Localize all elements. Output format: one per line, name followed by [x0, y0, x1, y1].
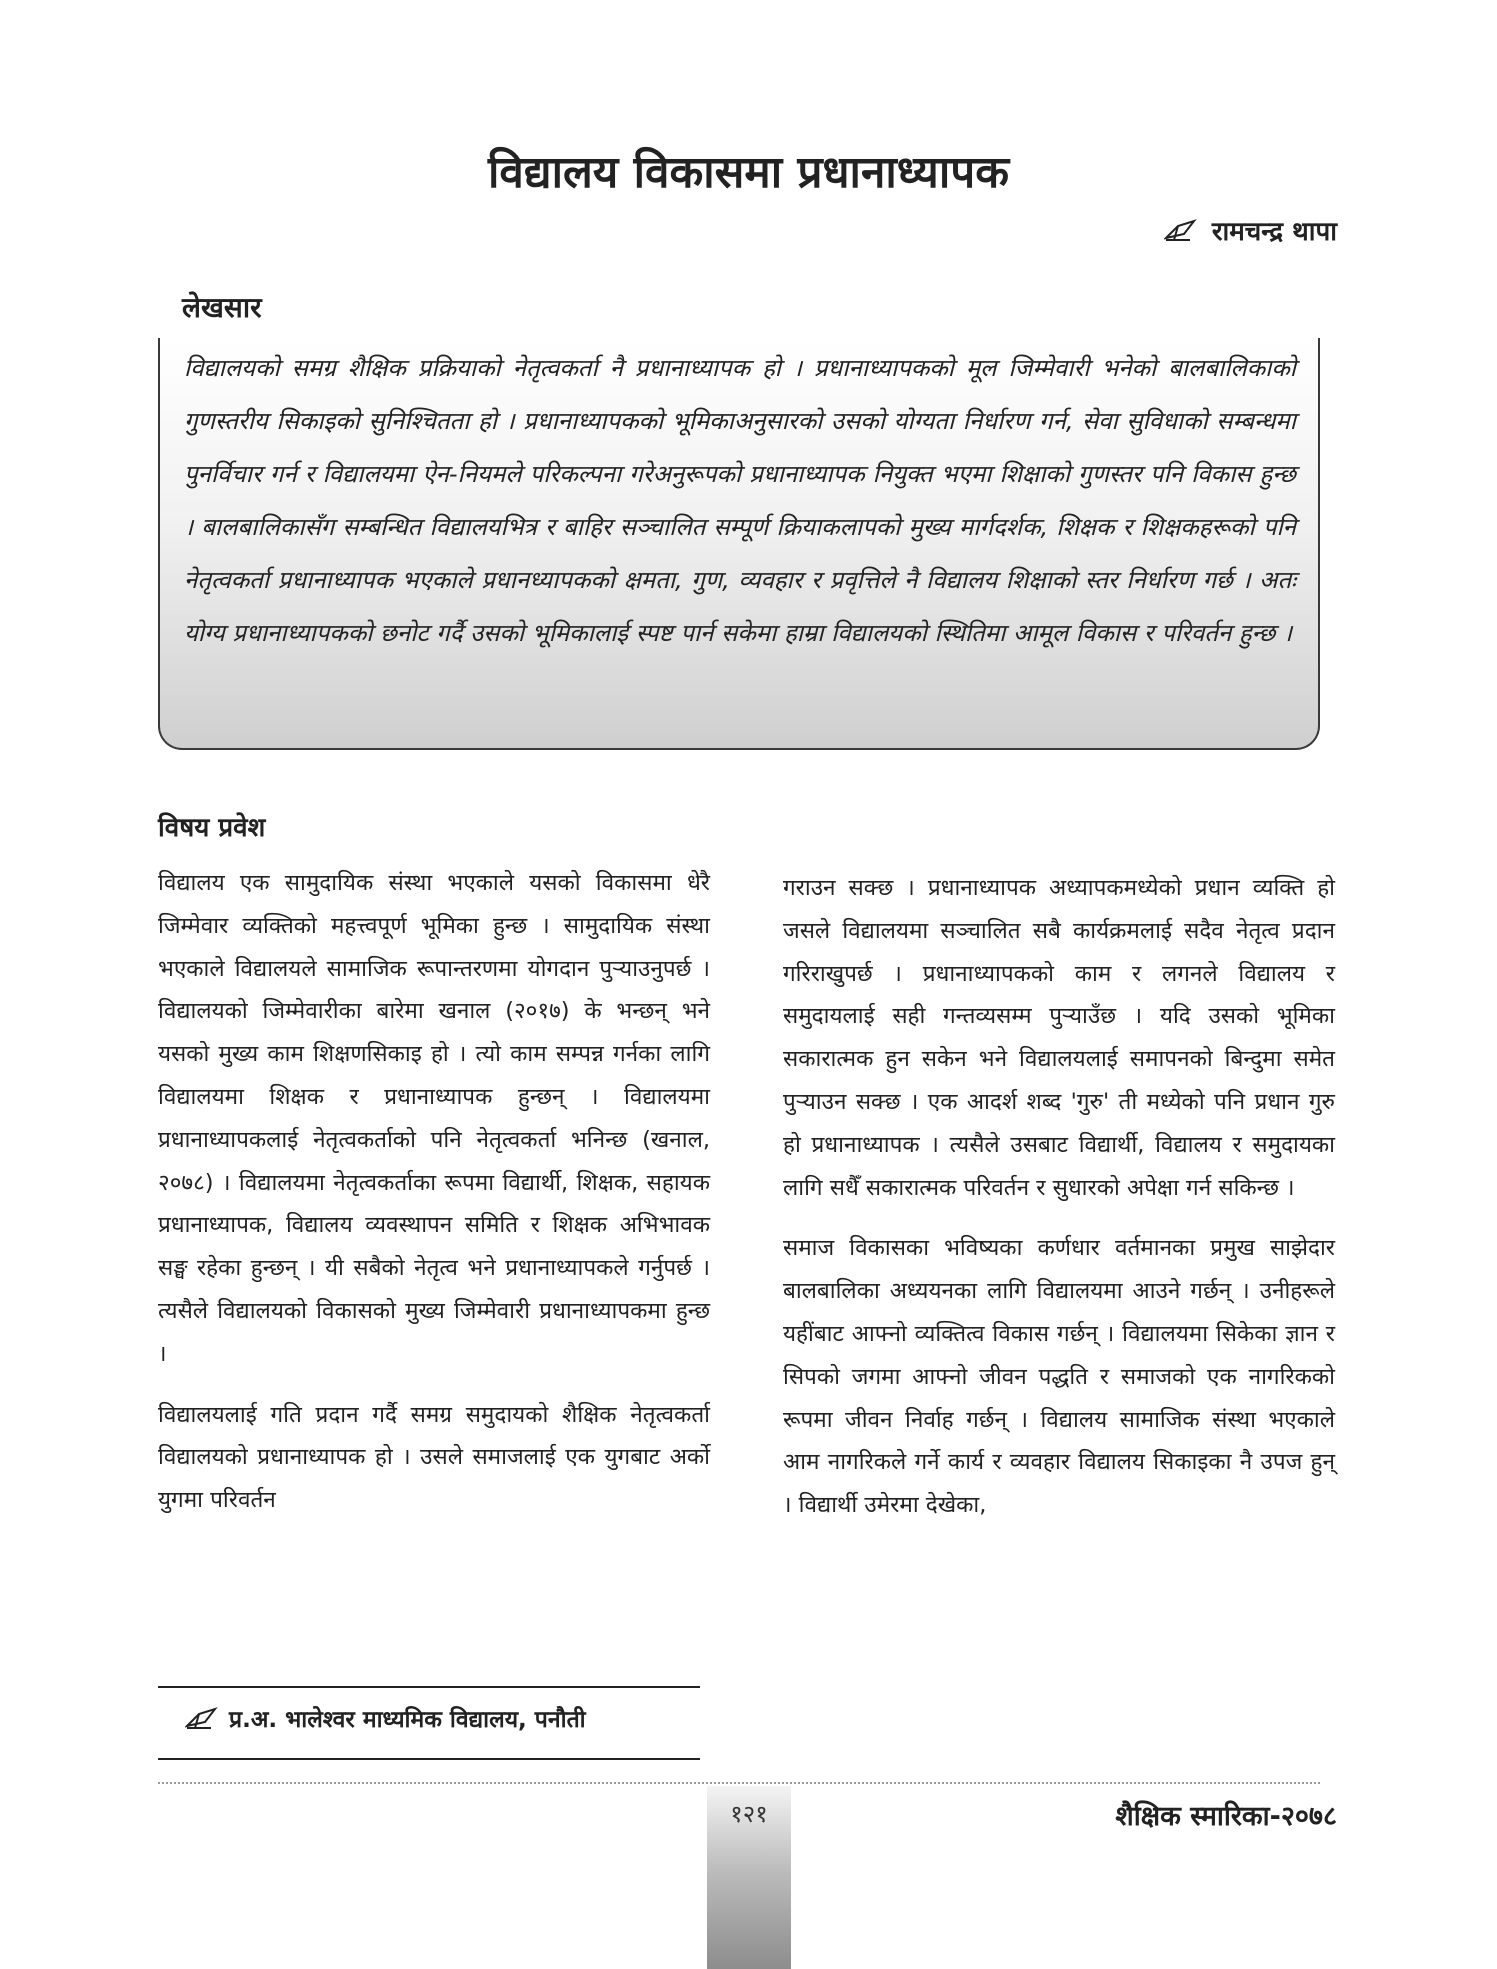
abstract-text: विद्यालयको समग्र शैक्षिक प्रक्रियाको नेतृत्वकर्ता नै प्रधानाध्यापक हो । प्रधानाध्यापकको मूल जिम्मेवारी भनेको बालबालिकाको गुणस्तरीय सिकाइको सुनिश्चितता हो । प्रधानाध्यापकको भूमिकाअनुसारको उसको योग्यता निर्धारण गर्न, सेवा सुविधाको सम्बन्धमा पुनर्विचार गर्न र विद्यालयमा ऐन-नियमले परिकल्पना गरेअनुरूपको प्रधानाध्यापक नियुक्त भएमा शिक्षाको गुणस्तर पनि विकास हुन्छ । बालबालिकासँग सम्बन्धित विद्यालयभित्र र बाहिर सञ्चालित सम्पूर्ण क्रियाकलापको मुख्य मार्गदर्शक, शिक्षक र शिक्षकहरूको पनि नेतृत्वकर्ता प्रधानाध्यापक भएकाले प्रधानध्यापकको क्षमता, गुण, व्यवहार र प्रवृत्तिले नै विद्यालय शिक्षाको स्तर निर्धारण गर्छ । अतः योग्य प्रधानाध्यापकको छनोट गर्दै उसको भूमिकालाई स्पष्ट पार्न सकेमा हाम्रा विद्यालयको स्थितिमा आमूल विकास र परिवर्तन हुन्छ । [184, 354, 1296, 647]
abstract-box [158, 338, 1320, 750]
body-paragraph: गराउन सक्छ । प्रधानाध्यापक अध्यापकमध्येको प्रधान व्यक्ति हो जसले विद्यालयमा सञ्चालित सबै कार्यक्रमलाई सदैव नेतृत्व प्रदान गरिराखुपर्छ । प्रधानाध्यापकको काम र लगनले विद्यालय र समुदायलाई सही गन्तव्यसम्म पुर्‍याउँछ । यदि उसको भूमिका सकारात्मक हुन सकेन भने विद्यालयलाई समापनको बिन्दुमा समेत पुर्‍याउन सक्छ । एक आदर्श शब्द 'गुरु' ती मध्येको पनि प्रधान गुरु हो प्रधानाध्यापक । त्यसैले उसबाट विद्यार्थी, विद्यालय र समुदायका लागि सधैँ सकारात्मक परिवर्तन र सुधारको अपेक्षा गर्न सकिन्छ । [783, 875, 1335, 1201]
journal-name: शैक्षिक स्मारिका-२०७८ [1115, 1801, 1337, 1832]
page-number: १२१ [730, 1800, 768, 1828]
quill-pen-icon [185, 1706, 219, 1730]
footnote-rule [158, 1758, 700, 1760]
right-column [783, 867, 1335, 1527]
left-column [158, 862, 710, 1522]
quill-pen-icon [1164, 218, 1198, 242]
author-byline [1164, 212, 1337, 248]
footer-divider [158, 1782, 1320, 1784]
section-heading: विषय प्रवेश [158, 813, 266, 843]
abstract-heading: लेखसार [182, 291, 262, 324]
author-name: रामचन्द्र थापा [1211, 217, 1337, 247]
body-paragraph: विद्यालयलाई गति प्रदान गर्दै समग्र समुदायको शैक्षिक नेतृत्वकर्ता विद्यालयको प्रधानाध्यापक हो । उसले समाजलाई एक युगबाट अर्को युगमा परिवर्तन [158, 1401, 710, 1514]
body-paragraph: समाज विकासका भविष्यका कर्णधार वर्तमानका प्रमुख साझेदार बालबालिका अध्ययनका लागि विद्यालयमा आउने गर्छन् । उनीहरूले यहींबाट आफ्नो व्यक्तित्व विकास गर्छन् । विद्यालयमा सिकेका ज्ञान र सिपको जगमा आफ्नो जीवन पद्धति र समाजको एक नागरिकको रूपमा जीवन निर्वाह गर्छन् । विद्यालय सामाजिक संस्था भएकाले आम नागरिकले गर्ने कार्य र व्यवहार विद्यालय सिकाइका नै उपज हुन् । विद्यार्थी उमेरमा देखेका, [783, 1235, 1335, 1519]
affiliation-text: प्र.अ. भालेश्वर माध्यमिक विद्यालय, पनौती [229, 1707, 586, 1733]
author-affiliation [185, 1702, 586, 1734]
body-paragraph: विद्यालय एक सामुदायिक संस्था भएकाले यसको विकासमा धेरै जिम्मेवार व्यक्तिको महत्त्वपूर्ण भूमिका हुन्छ । सामुदायिक संस्था भएकाले विद्यालयले सामाजिक रूपान्तरणमा योगदान पुर्‍याउनुपर्छ । विद्यालयको जिम्मेवारीका बारेमा खनाल (२०१७) के भन्छन् भने यसको मुख्य काम शिक्षणसिकाइ हो । त्यो काम सम्पन्न गर्नका लागि विद्यालयमा शिक्षक र प्रधानाध्यापक हुन्छन् । विद्यालयमा प्रधानाध्यापकलाई नेतृत्वकर्ताको पनि नेतृत्वकर्ता भनिन्छ (खनाल, २०७८) । विद्यालयमा नेतृत्वकर्ताका रूपमा विद्यार्थी, शिक्षक, सहायक प्रधानाध्यापक, विद्यालय व्यवस्थापन समिति र शिक्षक अभिभावक सङ्घ रहेका हुन्छन् । यी सबैको नेतृत्व भने प्रधानाध्यापकले गर्नुपर्छ । त्यसैले विद्यालयको विकासको मुख्य जिम्मेवारी प्रधानाध्यापकमा हुन्छ । [158, 870, 710, 1367]
article-title: विद्यालय विकासमा प्रधानाध्यापक [487, 147, 1010, 198]
footnote-rule [158, 1686, 700, 1688]
